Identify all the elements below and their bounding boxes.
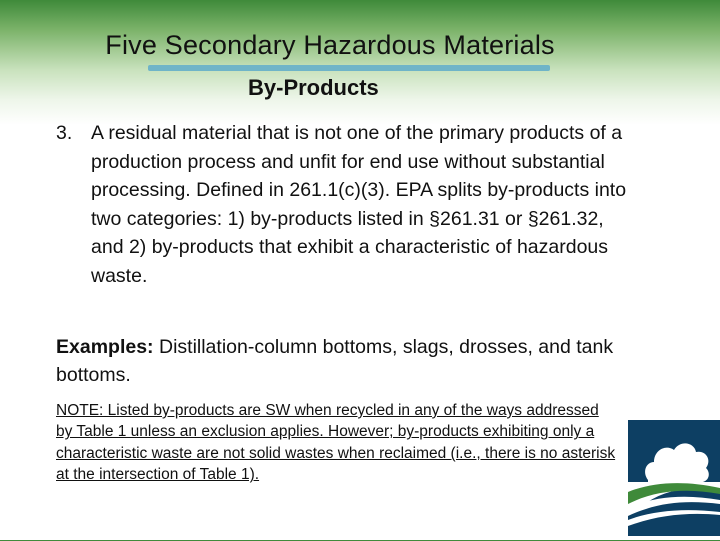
examples-label: Examples: [56,336,154,358]
item-text: A residual material that is not one of the primary products of a production process and unfit for end use without substantial processing. Defined in 261.1(c)(3). EPA splits by-products into two categories: 1) by-products listed in §261.31 or §261.32, and 2) by-products that exhibit a characteristic of hazardous waste. [91,122,627,287]
note-paragraph: NOTE: Listed by-products are SW when recycled in any of the ways addressed by Table 1 unless an exclusion applies. However; by-products exhibiting only a characteristic waste are not solid wastes when reclaimed (i.e., there is no asterisk at the intersection of Table 1). [56,402,616,484]
agency-logo-icon [628,420,720,536]
logo-graphic [628,420,720,536]
slide-subtitle: By-Products [248,75,379,100]
item-number: 3. [56,122,73,144]
examples-text: Distillation-column bottoms, slags, drosses, and tank bottoms. [56,336,614,386]
title-underline [148,65,550,71]
examples-paragraph [56,333,656,389]
slide-title: Five Secondary Hazardous Materials [105,30,555,60]
